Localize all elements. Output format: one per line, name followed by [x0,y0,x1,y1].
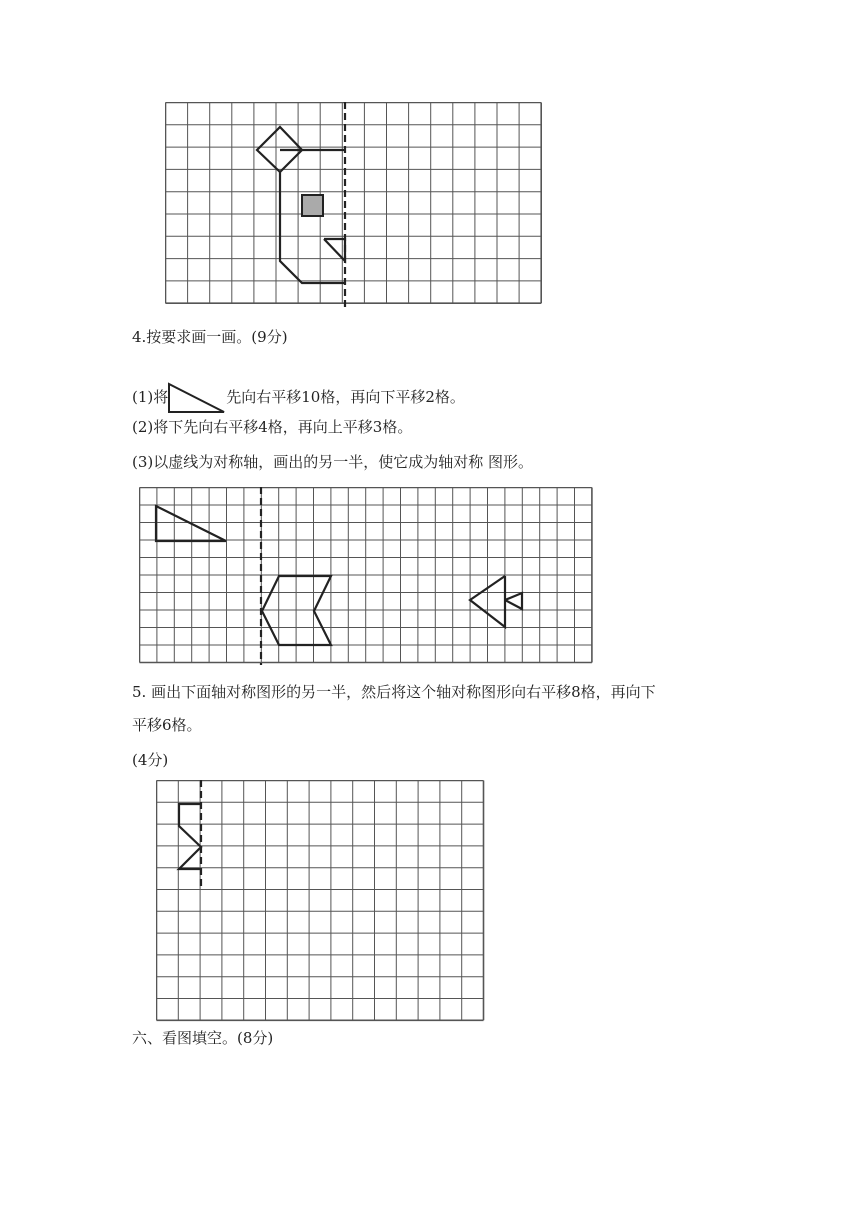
q4-item2: (2)将下先向右平移4格，再向上平移3格。 [132,418,413,436]
q4-item3: (3)以虚线为对称轴，画出的另一半，使它成为轴对称 图形。 [132,453,534,471]
q5-line1: 5. 画出下面轴对称图形的另一半，然后将这个轴对称图形向右平移8格，再向下 [132,683,656,701]
q4-item1-suffix: 先向右平移10格，再向下平移2格。 [226,388,465,406]
figure-outline [179,804,201,869]
q4-item1 [132,382,465,414]
triangle-icon [168,382,226,414]
q5-score: (4分) [132,751,169,769]
q4-item1-prefix: (1)将 [132,388,169,406]
grid-figure-2 [139,487,593,665]
grid-lines [166,103,542,304]
body-path [280,172,345,283]
arrow-notch [505,593,522,609]
grid-figure-3 [156,780,486,1024]
grid-lines [140,488,592,663]
section6-heading: 六、看图填空。(8分) [132,1029,274,1047]
q4-heading: 4.按要求画一画。(9分) [132,328,288,346]
grid-lines [157,781,484,1021]
shaded-square [302,195,323,216]
grid-figure-1 [165,102,549,308]
right-triangle-shape [156,506,226,541]
half-figure-path [179,804,201,869]
q5-line2: 平移6格。 [132,716,202,734]
